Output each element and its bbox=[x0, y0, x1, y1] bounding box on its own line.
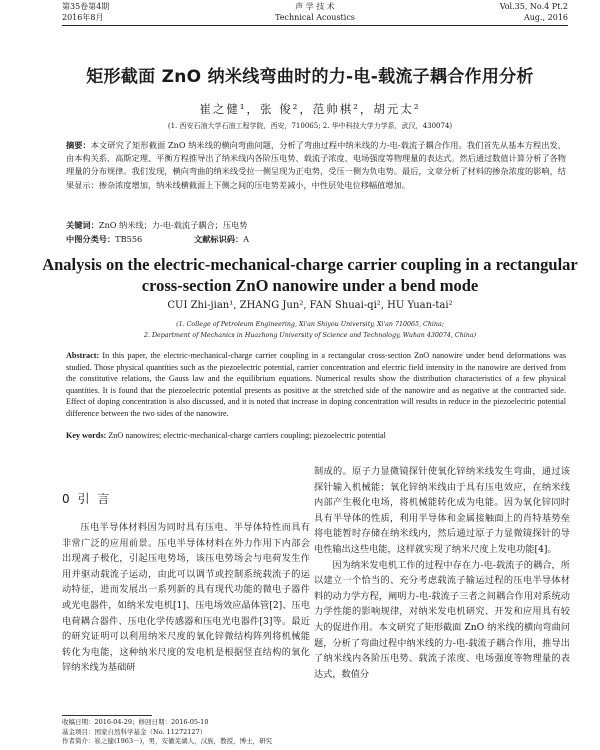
affiliation-en-2: 2. Department of Mechanics in Huazhong University of Science and Technology, Wuhan 430074, China) bbox=[143, 331, 477, 339]
abstract-zh-label: 摘要： bbox=[66, 140, 91, 150]
journal-volume-issue: 第35卷第4期 2016年8月 bbox=[62, 2, 110, 22]
body-right-paragraph-1: 制成的。原子力显微镜探针使氧化锌纳米线发生弯曲，通过该探针输入机械能；氧化锌纳米线由于具有压电效应，在纳米线内部产生极化电场，将机械能转化成为电能。因为氧化锌同时具有半导体的性质，利用半导体和金属接触面上的肖特基势垒将电能暂时存储在纳米线内，然后通过原子力显微镜探针的导电性输出这些电能，这样就实现了纳米尺度上发电功能[4]。 bbox=[314, 466, 570, 555]
affiliation-en-1: (1. College of Petroleum Engineering, Xi'an Shiyou University, Xi'an 710065, China; bbox=[176, 321, 444, 328]
footnote-rule bbox=[62, 715, 152, 716]
footnote-author: 作者简介：崔之健(1963－)，男，安徽芜湖人，汉族，教授，博士，研究 bbox=[62, 737, 273, 745]
body-right-paragraph-2: 因为纳米发电机工作的过程中存在力-电-载流子的耦合，所以建立一个恰当的、充分考虑载流子输运过程的压电半导体材料的动力学方程，阐明力-电-载流子三者之间耦合作用对系统动力学性能的影响规律，对纳米发电机研究、开发和应用具有较大的促进作用。本文研究了矩形截面 ZnO 纳米线的横向弯曲问题，分析了弯曲过程中纳米线的力-电-载流子耦合作用，推导出了纳米线内各阶压电势、载流子浓度、电场强度等物理量的表达式，数值分 bbox=[314, 559, 570, 680]
footnote-received: 收稿日期：2016-04-29；修回日期：2016-05-10 bbox=[62, 718, 209, 726]
section-title-introduction: 0 引 言 bbox=[62, 492, 112, 506]
keywords-zh-text: ZnO 纳米线；力-电-载流子耦合；压电势 bbox=[98, 220, 248, 230]
keywords-zh-label: 关键词： bbox=[66, 220, 99, 230]
doc-code bbox=[194, 233, 249, 245]
running-header bbox=[62, 0, 568, 26]
title-en: Analysis on the electric-mechanical-charge carrier coupling in a rectangular cross-section ZnO nanowire under a bend mode bbox=[42, 255, 578, 295]
affiliation-zh: (1. 西安石油大学石油工程学院，西安，710065; 2. 华中科技大学力学系，武汉，430074) bbox=[167, 122, 453, 130]
journal-name: 声 学 技 术 Technical Acoustics bbox=[275, 2, 355, 22]
body-right-column bbox=[314, 464, 570, 682]
classification-zh bbox=[66, 233, 566, 245]
abstract-en-text: In this paper, the electric-mechanical-charge carrier coupling in a rectangular cross-section ZnO nanowire under bend deformations was studied. Those physical quantities such as the piezoelectric potential, carrier concentration and electric field intensity in the nanowire are derived from the constitutive relations, the Gauss law and the equilibrium equations. Numerical results show the distribution characteristics of a few physical quantities. It is found that the piezoelectric potential presents as positive at the stretched side of the nanowire and as negative at the contracted side. Effect of doping concentration is also discussed, and it is noted that increase in doping concentration will results in reduce in the piezoelectric potential difference between the two sides of the nanowire. bbox=[66, 351, 567, 418]
abstract-en-label: Abstract: bbox=[66, 351, 100, 360]
header-rule bbox=[62, 25, 568, 26]
authors-zh: 崔之健¹，张 俊²，范帅棋²，胡元太² bbox=[199, 102, 421, 116]
clc-label: 中图分类号： bbox=[66, 234, 116, 244]
abstract-en bbox=[66, 350, 566, 420]
abstract-zh bbox=[66, 139, 566, 192]
doc-code-value: A bbox=[243, 234, 250, 244]
body-left-column: 压电半导体材料因为同时具有压电、半导体特性而具有非常广泛的应用前景。压电半导体材料在外力作用下内部会出现离子极化，引起压电势场，该压电势场会与电荷发生作用并驱动载流子运动，由此可以调节或控制系统载流子的运动特征，进而发展出一系列新的具有现代功能的微电子器件或光电器件，如纳米发电机[1]、压电场效应晶体管[2]、压电电荷耦合器件、压电化学传感器和压电光电器件[3]等。最近的研究证明可以利用纳米尺度的氧化锌微结构阵列将机械能转化为电能，这种纳米尺度的发电机是根据竖直结构的氧化锌纳米线为基础研 bbox=[62, 522, 310, 674]
doc-code-label: 文献标识码： bbox=[194, 234, 244, 244]
keywords-en bbox=[66, 430, 566, 441]
affiliation-en bbox=[40, 320, 580, 341]
keywords-en-text: ZnO nanowires; electric-mechanical-charge carriers coupling; piezoelectric potential bbox=[108, 431, 386, 440]
footnote-funding: 基金项目：国家自然科学基金（No. 11272127） bbox=[62, 727, 207, 736]
authors-en: CUI Zhi-jian¹, ZHANG Jun², FAN Shuai-qi², HU Yuan-tai² bbox=[167, 300, 453, 311]
journal-date: Vol.35, No.4 Pt.2 Aug., 2016 bbox=[499, 2, 568, 22]
keywords-en-label: Key words: bbox=[66, 431, 107, 440]
abstract-zh-text: 本文研究了矩形截面 ZnO 纳米线的横向弯曲问题，分析了弯曲过程中纳米线的力-电-载流子耦合作用。我们首先从基本方程出发，由本构关系、高斯定理、平衡方程推导出了纳米线内各阶压电势、载流子浓度、电场强度等物理量的表达式。然后通过数值计算分析了各物理量的分布规律。我们发现，横向弯曲的纳米线受拉一侧呈现为正电势，受压一侧为负电势。最后，文章分析了材料的掺杂浓度的影响，结果显示：掺杂浓度增加，纳米线横截面上下侧之间的压电势差减小，中性层处电位移幅值增加。 bbox=[66, 140, 566, 190]
clc-code: TB556 bbox=[115, 234, 143, 244]
footnote bbox=[62, 718, 322, 747]
title-zh: 矩形截面 ZnO 纳米线弯曲时的力-电-载流子耦合作用分析 bbox=[86, 67, 534, 87]
keywords-zh bbox=[66, 219, 566, 231]
